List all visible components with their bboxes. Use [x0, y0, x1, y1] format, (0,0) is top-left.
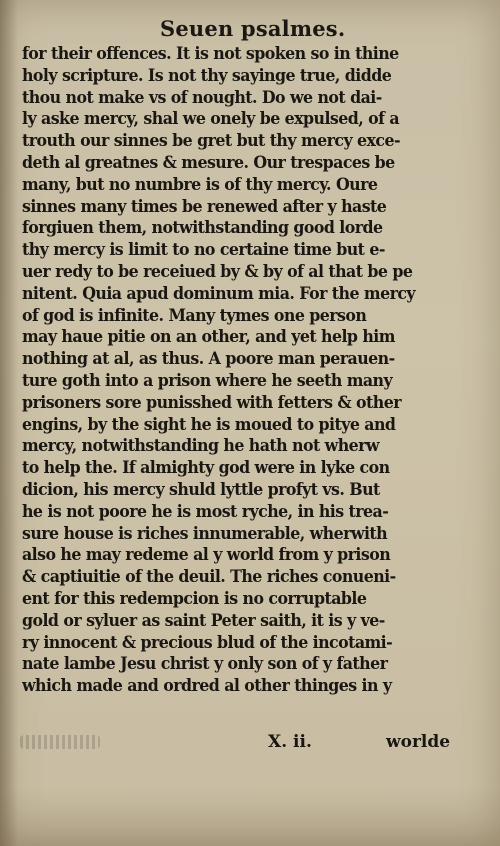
- text-line: gold or syluer as saint Peter saith, it is y ve-: [22, 610, 385, 631]
- text-block: [22, 44, 462, 698]
- text-line: uer redy to be receiued by & by of al that be pe: [22, 261, 413, 282]
- text-line: forgiuen them, notwithstanding good lorde: [22, 218, 383, 239]
- text-line: he is not poore he is most ryche, in his trea-: [22, 501, 389, 522]
- text-line: holy scripture. Is not thy sayinge true, didde: [22, 65, 392, 86]
- ink-smudge: [20, 735, 100, 749]
- text-line: & captiuitie of the deuil. The riches conueni-: [22, 567, 396, 588]
- text-line: dicion, his mercy shuld lyttle profyt vs. But: [22, 479, 380, 500]
- text-line: to help the. If almighty god were in lyke con: [22, 458, 390, 479]
- text-line: sinnes many times be renewed after y haste: [22, 196, 387, 217]
- text-line: engins, by the sight he is moued to pitye and: [22, 414, 396, 435]
- text-line: of god is infinite. Many tymes one person: [22, 305, 367, 326]
- text-line: thy mercy is limit to no certaine time but e-: [22, 240, 385, 261]
- text-line: may haue pitie on an other, and yet help him: [22, 327, 395, 348]
- text-line: ly aske mercy, shal we onely be expulsed, of a: [22, 109, 400, 130]
- running-title: Seuen psalmes.: [160, 16, 346, 41]
- text-line: many, but no numbre is of thy mercy. Oure: [22, 174, 378, 195]
- text-line: deth al greatnes & mesure. Our trespaces be: [22, 152, 395, 173]
- text-line: nothing at al, as thus. A poore man perauen-: [22, 349, 395, 370]
- text-line: for their offences. It is not spoken so in thine: [22, 44, 399, 64]
- text-line: which made and ordred al other thinges in y: [22, 676, 392, 697]
- catchword: worlde: [386, 732, 451, 752]
- text-line: ture goth into a prison where he seeth many: [22, 370, 393, 391]
- text-line: sure house is riches innumerable, wherwith: [22, 523, 388, 544]
- text-line: ry innocent & precious blud of the incotami-: [22, 632, 393, 653]
- text-line: nate lambe Jesu christ y only son of y father: [22, 654, 388, 675]
- text-line: prisoners sore punisshed with fetters & other: [22, 392, 402, 413]
- text-line: nitent. Quia apud dominum mia. For the mercy: [22, 283, 416, 304]
- text-line: mercy, notwithstanding he hath not wherw: [22, 436, 379, 457]
- text-line: thou not make vs of nought. Do we not dai-: [22, 87, 382, 108]
- signature-mark: X. ii.: [268, 732, 312, 752]
- text-line: trouth our sinnes be gret but thy mercy exce-: [22, 131, 400, 152]
- text-line: ent for this redempcion is no corruptable: [22, 588, 367, 609]
- text-line: also he may redeme al y world from y prison: [22, 545, 391, 566]
